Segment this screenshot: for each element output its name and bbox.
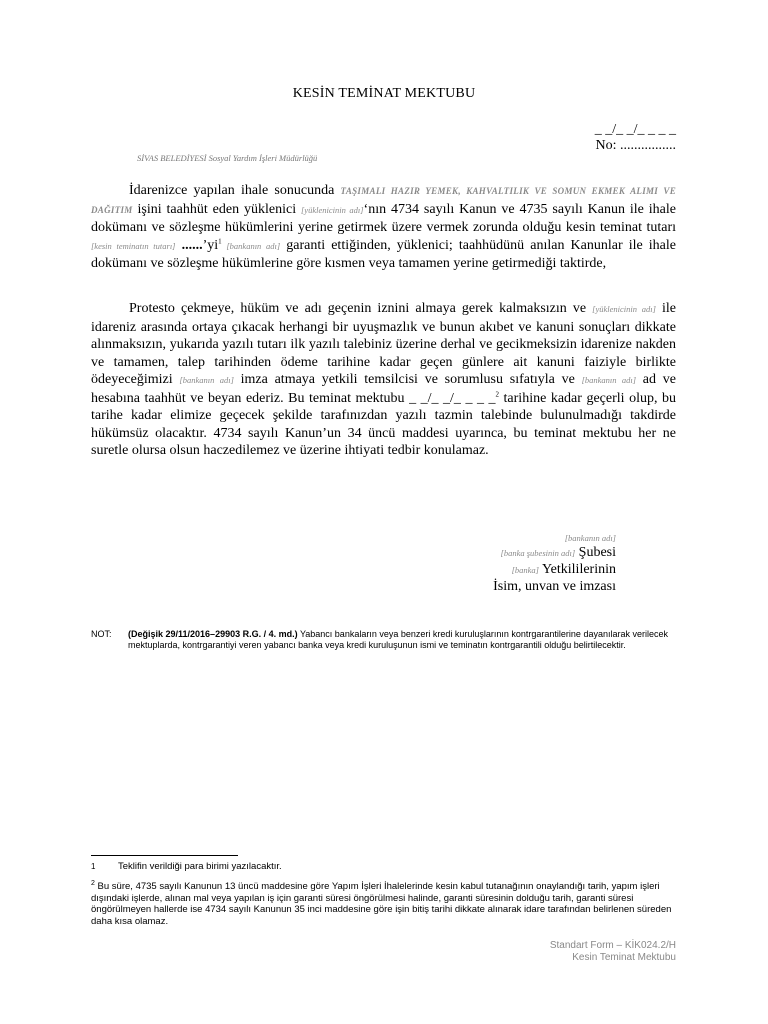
para2-text: ile idareniz arasında ortaya çıkacak herhangi bir uyuşmazlık ve bunun akıbet ve kanuni sonuçları dikkate alınmaksızın, yukarıda yazılı tutarı ilk yazılı talebiniz üzerine derhal ve gecikmeksizin idarenize nakden ve tamamen, talep tarihinden ödeme tarihine kadar geçen günlere ait kanuni faiziyle birlikte ödeyeceğimizi bbox=[91, 301, 676, 387]
footnote-1-text: Teklifin verildiği para birimi yazılacaktır. bbox=[118, 861, 282, 872]
footnote-2-text: Bu süre, 4735 sayılı Kanunun 13 üncü maddesine göre Yapım İşleri İhalelerinde kesin kabul tutanağının onaylandığı tarih, yapım işleri dışındaki işlerde, alınan mal veya yapılan iş için garanti süresi öngörülmesi halinde, garanti süresinin dolduğu tarih, garanti süresi öngörülmeyen hallerde ise 4734 sayılı Kanunun 35 inci maddesine göre işin bitiş tarihi dikkate alınarak idare tarafından belirlenen süreden daha kısa olamaz. bbox=[91, 881, 672, 927]
footnote-1 bbox=[91, 861, 676, 873]
para1-text: ’yi bbox=[202, 237, 219, 253]
placeholder-bank: [bankanın adı] bbox=[179, 375, 234, 385]
document-title: KESİN TEMİNAT MEKTUBU bbox=[292, 86, 476, 101]
amount-dots: ...... bbox=[175, 237, 203, 253]
para2-text: tarihine kadar geçerli olup, bu tarihe kadar elimize geçecek şekilde tarafınızdan yazılı tazmin talebinde bulunulmadığı takdirde hükümsüz olacaktır. 4734 sayılı Kanun’un 34 üncü maddesi uyarınca, bu teminat mektubu her ne suretle olursa olsun haczedilemez ve üzerine ihtiyati tedbir konulamaz. bbox=[91, 390, 676, 458]
note-text bbox=[128, 629, 676, 650]
para1-text: işini taahhüt eden yüklenici bbox=[132, 201, 301, 217]
para2-text: imza atmaya yetkili temsilcisi ve sorumlusu sıfatıyla ve bbox=[233, 372, 582, 387]
footnote-2 bbox=[91, 881, 676, 927]
placeholder-branch: [banka şubesinin adı] bbox=[500, 548, 576, 558]
para1-text: İdarenizce yapılan ihale sonucunda bbox=[129, 183, 341, 198]
signature-bank-name: [bankanın adı] bbox=[564, 533, 616, 543]
date-line: _ _/_ _/_ _ _ _ bbox=[594, 122, 676, 137]
placeholder-bank: [bankanın adı] bbox=[581, 375, 637, 385]
form-id: Standart Form – KİK024.2/H bbox=[549, 940, 676, 951]
tender-name: TAŞIMALI HAZIR YEMEK, KAHVALTILIK VE SOMUN EKMEK ALIMI VE DAĞITIM bbox=[91, 186, 676, 215]
para2-text: Protesto çekmeye, hüküm ve adı geçenin iznini almaya gerek kalmaksızın ve bbox=[129, 301, 593, 316]
footnote-2-mark: 2 bbox=[91, 879, 95, 887]
placeholder-contractor: [yüklenicinin adı] bbox=[592, 304, 656, 314]
recipient: SİVAS BELEDİYESİ Sosyal Yardım İşleri Müdürlüğü bbox=[137, 153, 318, 163]
letter-number: No: ................ bbox=[595, 138, 676, 153]
placeholder-amount: [kesin teminatın tutarı] bbox=[91, 240, 176, 251]
footnote-ref-1: 1 bbox=[218, 236, 222, 245]
paragraph-1 bbox=[91, 182, 676, 273]
branch-word: Şubesi bbox=[575, 545, 616, 560]
footnote-separator bbox=[91, 855, 238, 856]
note-body: Yabancı bankaların veya benzeri kredi kuruluşlarının kontrgarantilerine dayanılarak verilecek mektuplarda, kontrgarantiyi veren yabancı banka veya kredi kuruluşunun ismi ve teminatın kontrgarantili olduğu belirtilecektir. bbox=[128, 629, 668, 650]
signature-branch bbox=[501, 545, 616, 561]
signature-authorized bbox=[512, 562, 616, 578]
form-name: Kesin Teminat Mektubu bbox=[572, 952, 676, 963]
authorized-word: Yetkililerinin bbox=[538, 562, 616, 577]
note-label: NOT: bbox=[91, 629, 112, 639]
signature-line: İsim, unvan ve imzası bbox=[493, 579, 616, 594]
footnote-1-mark: 1 bbox=[91, 862, 96, 871]
note-amendment: (Değişik 29/11/2016–29903 R.G. / 4. md.) bbox=[128, 629, 298, 639]
para2-text: ad ve hesabına taahhüt ve beyan ederiz. Bu teminat mektubu _ _/_ _/_ _ _ _ bbox=[91, 372, 676, 406]
para1-text: garanti ettiğinden, yüklenici; taahhüdünü anılan Kanunlar ile ihale dokümanı ve sözleşme hükümlerine göre kısmen veya tamamen yerine getirmediği taktirde, bbox=[91, 237, 676, 271]
para1-text: ‘nın 4734 sayılı Kanun ve 4735 sayılı Kanun ile ihale dokümanı ve sözleşme hükümlerini yerine getirmek üzere vermek zorunda olduğu kesin teminat tutarı bbox=[91, 201, 676, 235]
paragraph-2 bbox=[91, 300, 676, 460]
footnote-ref-2: 2 bbox=[495, 389, 500, 398]
placeholder-contractor: [yüklenicinin adı] bbox=[301, 204, 364, 215]
placeholder-bank-short: [banka] bbox=[511, 565, 539, 575]
placeholder-bank: [bankanın adı] bbox=[221, 240, 281, 251]
